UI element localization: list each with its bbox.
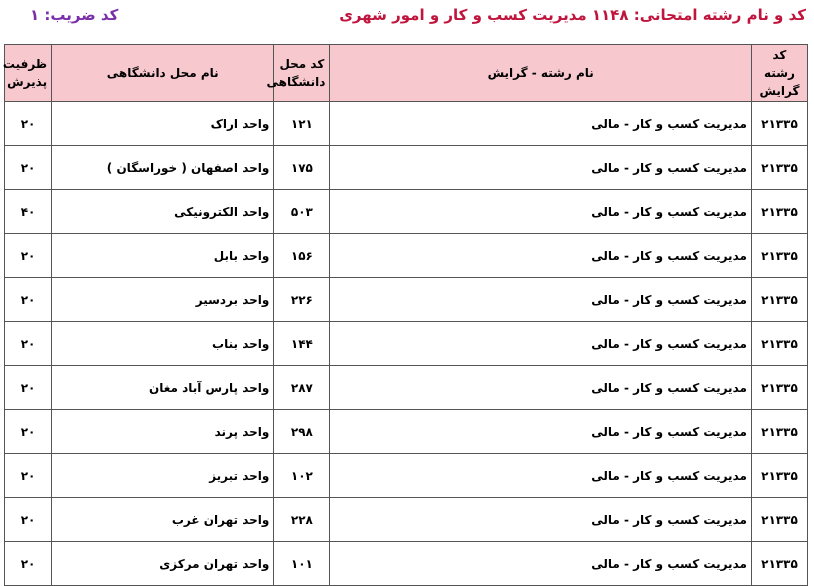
cell-unit-name: واحد بردسیر	[52, 278, 274, 322]
cell-unit-code: ۲۲۶	[274, 278, 330, 322]
cell-major-code: ۲۱۳۳۵	[751, 498, 807, 542]
cell-major-code: ۲۱۳۳۵	[751, 410, 807, 454]
cell-major-code: ۲۱۳۳۵	[751, 146, 807, 190]
cell-major-code: ۲۱۳۳۵	[751, 234, 807, 278]
table-header-row	[5, 45, 808, 102]
capacity-table	[4, 44, 808, 586]
table-row	[5, 190, 808, 234]
cell-major-code: ۲۱۳۳۵	[751, 190, 807, 234]
cell-unit-name: واحد پارس آباد مغان	[52, 366, 274, 410]
exam-field-title: کد و نام رشته امتحانی: ۱۱۴۸ مدیریت کسب و کار و امور شهری	[339, 6, 806, 24]
cell-major-code: ۲۱۳۳۵	[751, 322, 807, 366]
cell-major-name: مدیریت کسب و کار - مالی	[330, 102, 752, 146]
coefficient-code: کد ضریب: ۱	[30, 6, 119, 24]
cell-unit-name: واحد تهران غرب	[52, 498, 274, 542]
table-row	[5, 322, 808, 366]
cell-capacity: ۲۰	[5, 102, 52, 146]
header-major-code: کد رشته گرایش	[751, 45, 807, 102]
cell-unit-name: واحد پرند	[52, 410, 274, 454]
cell-unit-name: واحد بناب	[52, 322, 274, 366]
header-unit-name: نام محل دانشگاهی	[52, 45, 274, 102]
table-row	[5, 146, 808, 190]
table-row	[5, 366, 808, 410]
cell-major-name: مدیریت کسب و کار - مالی	[330, 542, 752, 586]
cell-major-code: ۲۱۳۳۵	[751, 278, 807, 322]
cell-capacity: ۴۰	[5, 190, 52, 234]
table-row	[5, 234, 808, 278]
cell-major-name: مدیریت کسب و کار - مالی	[330, 410, 752, 454]
cell-major-name: مدیریت کسب و کار - مالی	[330, 366, 752, 410]
table-row	[5, 454, 808, 498]
header-capacity: ظرفیت پذیرش	[5, 45, 52, 102]
cell-unit-code: ۱۰۱	[274, 542, 330, 586]
cell-major-name: مدیریت کسب و کار - مالی	[330, 146, 752, 190]
cell-unit-code: ۲۲۸	[274, 498, 330, 542]
cell-unit-code: ۱۷۵	[274, 146, 330, 190]
table-row	[5, 410, 808, 454]
cell-capacity: ۲۰	[5, 146, 52, 190]
table-row	[5, 542, 808, 586]
cell-major-name: مدیریت کسب و کار - مالی	[330, 278, 752, 322]
cell-unit-code: ۲۹۸	[274, 410, 330, 454]
cell-unit-code: ۱۲۱	[274, 102, 330, 146]
cell-unit-name: واحد اراک	[52, 102, 274, 146]
cell-major-code: ۲۱۳۳۵	[751, 102, 807, 146]
cell-major-name: مدیریت کسب و کار - مالی	[330, 454, 752, 498]
cell-unit-name: واحد تبریز	[52, 454, 274, 498]
cell-unit-code: ۵۰۳	[274, 190, 330, 234]
cell-unit-code: ۱۰۲	[274, 454, 330, 498]
cell-major-code: ۲۱۳۳۵	[751, 454, 807, 498]
cell-capacity: ۲۰	[5, 410, 52, 454]
cell-unit-name: واحد تهران مرکزی	[52, 542, 274, 586]
cell-major-name: مدیریت کسب و کار - مالی	[330, 498, 752, 542]
cell-unit-code: ۱۵۶	[274, 234, 330, 278]
header-unit-code: کد محل دانشگاهی	[274, 45, 330, 102]
cell-major-code: ۲۱۳۳۵	[751, 366, 807, 410]
cell-unit-name: واحد اصفهان ( خوراسگان )	[52, 146, 274, 190]
cell-major-name: مدیریت کسب و کار - مالی	[330, 322, 752, 366]
cell-capacity: ۲۰	[5, 322, 52, 366]
table-row	[5, 278, 808, 322]
cell-capacity: ۲۰	[5, 278, 52, 322]
cell-capacity: ۲۰	[5, 234, 52, 278]
cell-unit-name: واحد الکترونیکی	[52, 190, 274, 234]
cell-capacity: ۲۰	[5, 366, 52, 410]
table-row	[5, 102, 808, 146]
cell-unit-code: ۱۴۴	[274, 322, 330, 366]
cell-capacity: ۲۰	[5, 454, 52, 498]
header-major-name: نام رشته - گرایش	[330, 45, 752, 102]
cell-major-name: مدیریت کسب و کار - مالی	[330, 234, 752, 278]
cell-unit-code: ۲۸۷	[274, 366, 330, 410]
cell-unit-name: واحد بابل	[52, 234, 274, 278]
table-row	[5, 498, 808, 542]
cell-capacity: ۲۰	[5, 498, 52, 542]
cell-capacity: ۲۰	[5, 542, 52, 586]
cell-major-code: ۲۱۳۳۵	[751, 542, 807, 586]
cell-major-name: مدیریت کسب و کار - مالی	[330, 190, 752, 234]
